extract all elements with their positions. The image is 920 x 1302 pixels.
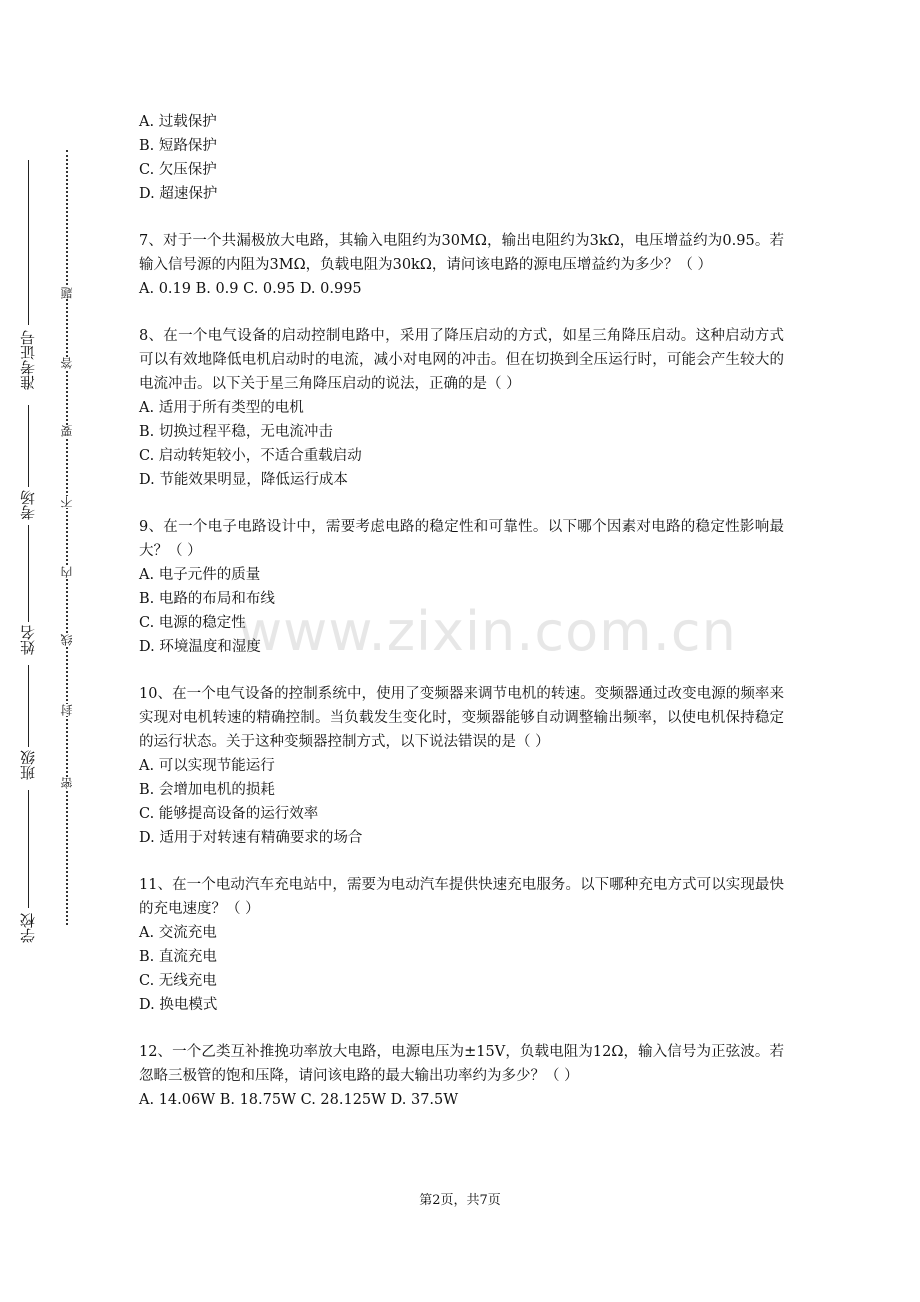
class-field-label: 班级 xyxy=(19,750,37,780)
question-7-options: A. 0.19 B. 0.9 C. 0.95 D. 0.995 xyxy=(139,281,362,297)
option-c: C. 启动转矩较小，不适合重载启动 xyxy=(139,448,362,464)
question-10 xyxy=(139,682,784,850)
option-b: B. 电路的布局和布线 xyxy=(139,591,275,607)
school-field-line xyxy=(28,790,29,908)
seal-dotted-line xyxy=(66,150,68,925)
seal-char: 线 xyxy=(60,634,74,646)
question-10-text: 10、在一个电气设备的控制系统中，使用了变频器来调节电机的转速。变频器通过改变电源的频率来实现对电机转速的精确控制。当负载发生变化时，变频器能够自动调整输出频率，以使电机保持稳定的运行状态。关于这种变频器控制方式，以下说法错误的是（ ） xyxy=(139,686,784,750)
option-d: D. 适用于对转速有精确要求的场合 xyxy=(139,830,363,846)
seal-char: 内 xyxy=(60,566,74,578)
question-12-options: A. 14.06W B. 18.75W C. 28.125W D. 37.5W xyxy=(139,1092,459,1108)
option-a: A. 可以实现节能运行 xyxy=(139,758,275,774)
question-12 xyxy=(139,1040,784,1112)
option-c: C. 无线充电 xyxy=(139,973,217,989)
exam-room-field-line xyxy=(28,405,29,487)
question-7-text: 7、对于一个共漏极放大电路，其输入电阻约为30MΩ，输出电阻约为3kΩ，电压增益约为0.95。若输入信号源的内阻为3MΩ，负载电阻为30kΩ，请问该电路的源电压增益约为多少？（ ） xyxy=(139,233,784,273)
option-d: D. 节能效果明显，降低运行成本 xyxy=(139,472,348,488)
option-d: D. 环境温度和湿度 xyxy=(139,639,261,655)
question-11 xyxy=(139,873,784,1017)
seal-char: 题 xyxy=(60,287,74,299)
option-b: B. 会增加电机的损耗 xyxy=(139,782,275,798)
name-field-line xyxy=(28,525,29,622)
question-9-text: 9、在一个电子电路设计中，需要考虑电路的稳定性和可靠性。以下哪个因素对电路的稳定性影响最大？（ ） xyxy=(139,519,784,559)
question-12-text: 12、一个乙类互补推挽功率放大电路，电源电压为±15V，负载电阻为12Ω，输入信号为正弦波。若忽略三极管的饱和压降，请问该电路的最大输出功率约为多少？（ ） xyxy=(139,1044,784,1084)
option-b: B. 直流充电 xyxy=(139,949,217,965)
question-11-text: 11、在一个电动汽车充电站中，需要为电动汽车提供快速充电服务。以下哪种充电方式可以实现最快的充电速度？（ ） xyxy=(139,877,784,917)
exam-id-field-label: 准考证号 xyxy=(19,330,37,390)
school-field-label: 学校 xyxy=(19,913,37,943)
option-b: B. 短路保护 xyxy=(139,138,217,154)
page-number: 第2页，共7页 xyxy=(419,1193,501,1208)
previous-question-options xyxy=(139,110,784,206)
option-c: C. 能够提高设备的运行效率 xyxy=(139,806,319,822)
option-d: D. 换电模式 xyxy=(139,997,218,1013)
exam-content xyxy=(139,110,784,1112)
seal-char: 密 xyxy=(60,777,74,789)
option-c: C. 电源的稳定性 xyxy=(139,615,246,631)
seal-char: 不 xyxy=(60,496,74,508)
seal-char: 封 xyxy=(60,704,74,716)
question-7 xyxy=(139,229,784,301)
option-c: C. 欠压保护 xyxy=(139,162,217,178)
option-a: A. 过载保护 xyxy=(139,114,217,130)
option-a: A. 适用于所有类型的电机 xyxy=(139,400,304,416)
question-8-text: 8、在一个电气设备的启动控制电路中，采用了降压启动的方式，如星三角降压启动。这种启动方式可以有效地降低电机启动时的电流，减小对电网的冲击。但在切换到全压运行时，可能会产生较大的电流冲击。以下关于星三角降压启动的说法，正确的是（ ） xyxy=(139,328,784,392)
exam-room-field-label: 考场 xyxy=(19,490,37,520)
name-field-label: 姓名 xyxy=(19,625,37,655)
seal-char: 要 xyxy=(60,425,74,437)
class-field-line xyxy=(28,665,29,747)
option-a: A. 电子元件的质量 xyxy=(139,567,261,583)
question-8 xyxy=(139,324,784,492)
option-a: A. 交流充电 xyxy=(139,925,217,941)
option-b: B. 切换过程平稳，无电流冲击 xyxy=(139,424,333,440)
option-d: D. 超速保护 xyxy=(139,186,218,202)
exam-id-field-line xyxy=(28,160,29,325)
watermark: www.zixin.com.cn xyxy=(238,600,737,663)
question-9 xyxy=(139,515,784,659)
seal-char: 答 xyxy=(60,357,74,369)
